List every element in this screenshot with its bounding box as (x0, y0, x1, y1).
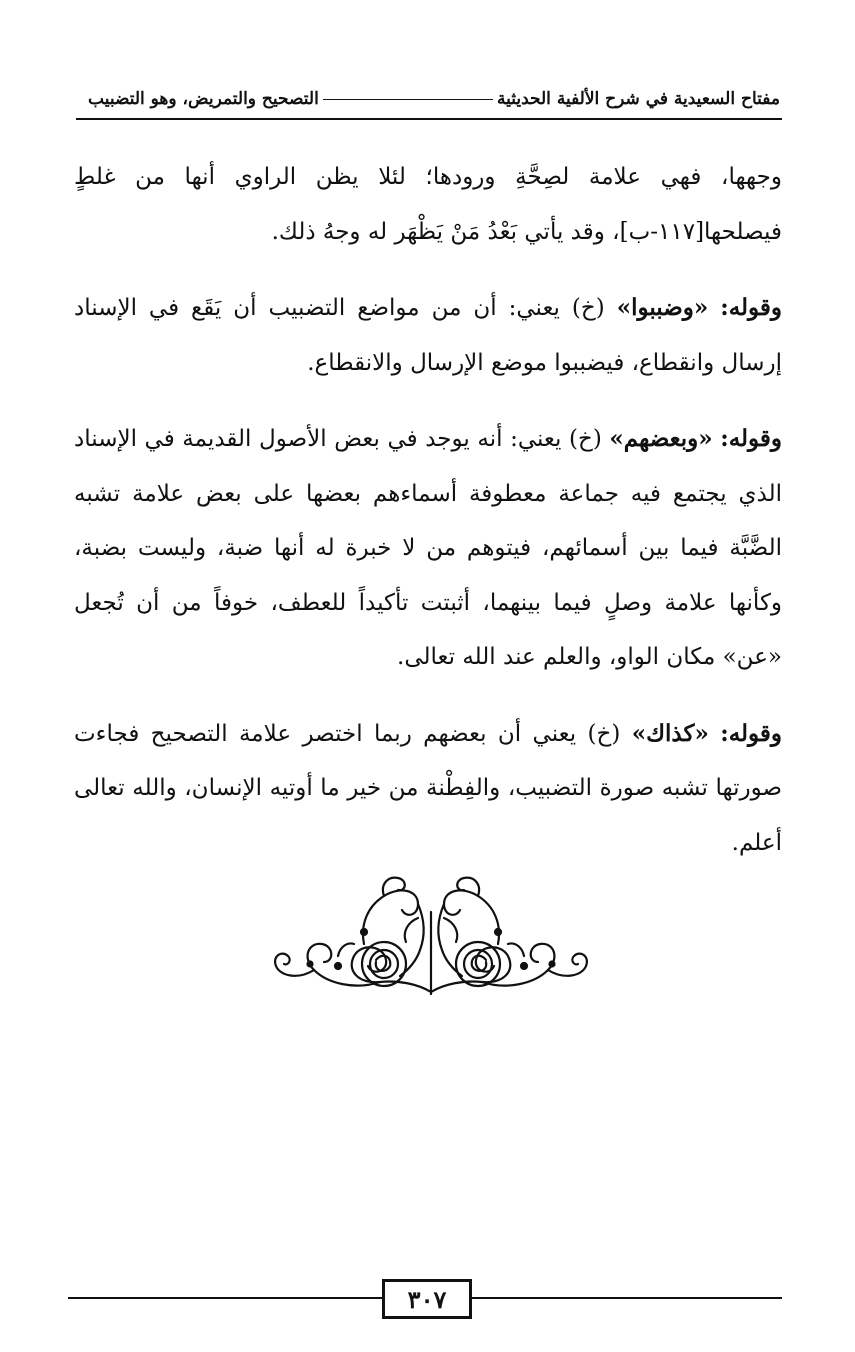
paragraph-intro: وقوله: (720, 294, 783, 321)
paragraph-text: (خ) يعني أن بعضهم ربما اختصر علامة التصحيح فجاءت صورتها تشبه صورة التضبيب، والفِطْنة من خير ما أوتيه الإنسان، والله تعالى أعلم. (74, 720, 782, 856)
section-title: التصحيح والتمريض، وهو التضبيب (88, 89, 319, 109)
book-title: مفتاح السعيدية في شرح الألفية الحديثية (497, 89, 780, 109)
paragraph-text: (خ) يعني: أن من مواضع التضبيب أن يَقَع في الإسناد إرسال وانقطاع، فيضببوا موضع الإرسال والانقطاع. (74, 295, 782, 376)
running-header (88, 86, 780, 112)
footer-rule-left (68, 1297, 382, 1299)
paragraph-intro: وقوله: (720, 719, 783, 747)
paragraph (74, 150, 782, 259)
header-rule (76, 118, 782, 120)
verse-lemma: «كذاك» (631, 719, 709, 747)
floral-ornament-icon (268, 872, 594, 998)
paragraph-intro: وقوله: (720, 425, 783, 452)
paragraph (74, 281, 782, 390)
paragraph (74, 412, 782, 685)
body-text (74, 150, 782, 892)
verse-lemma: «وضببوا» (616, 294, 709, 321)
paragraph (74, 707, 782, 871)
footer-rule-right (472, 1297, 782, 1299)
header-dash (323, 99, 493, 100)
paragraph-text: (خ) يعني: أنه يوجد في بعض الأصول القديمة في الإسناد الذي يجتمع فيه جماعة معطوفة أسماءهم بعضها على بعض علامة تشبه الضَّبَّة فيما بين أسمائهم، فيتوهم من لا خبرة له أنها ضبة، وليست بضبة، وكأنها علامة وصلٍ فيما بينهما، أثبتت تأكيداً للعطف، خوفاً من أن تُجعل «عن» مكان الواو، والعلم عند الله تعالى. (74, 426, 782, 670)
paragraph-text: وجهها، فهي علامة لصِحَّةِ ورودها؛ لئلا يظن الراوي أنها من غلطٍ فيصلحها[١١٧-ب]، وقد يأتي بَعْدُ مَنْ يَظْهَر له وجهُ ذلك. (74, 164, 782, 245)
page-number: ٣٠٧ (407, 1284, 447, 1314)
verse-lemma: «وبعضهم» (609, 425, 713, 452)
page-number-box (382, 1279, 472, 1319)
